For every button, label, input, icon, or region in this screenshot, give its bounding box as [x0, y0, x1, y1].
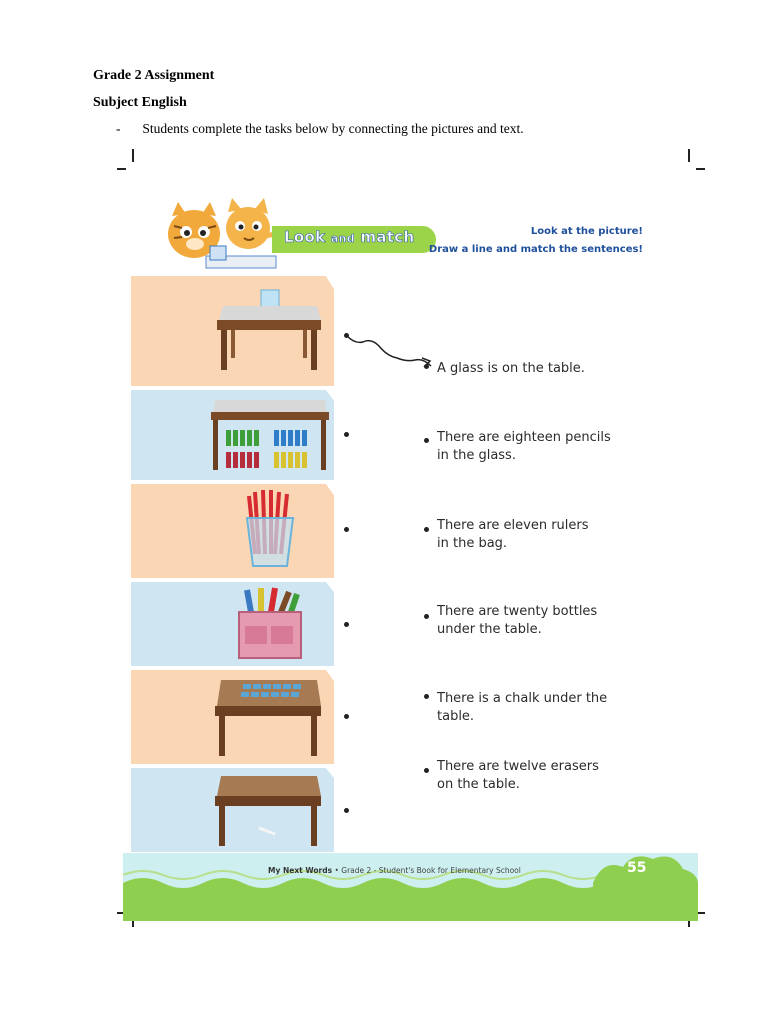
- match-dot-left-3[interactable]: [344, 527, 349, 532]
- match-dot-right-4[interactable]: [424, 614, 429, 619]
- page-number: 55: [627, 860, 647, 876]
- table-with-chalk-icon: [131, 768, 334, 852]
- sentence-2-line-2: in the glass.: [437, 448, 516, 463]
- bullet-dash: -: [116, 121, 121, 136]
- footer-book-title: My Next Words: [268, 866, 333, 875]
- picture-card-glass-table: [131, 276, 334, 386]
- sentence-3: [437, 517, 589, 553]
- banner-title-match: match: [360, 228, 415, 246]
- sentence-6-line-2: on the table.: [437, 777, 520, 792]
- example-match-line: [344, 330, 436, 374]
- sentence-5-line-1: There is a chalk under the: [437, 691, 608, 706]
- sentence-4-line-1: There are twenty bottles: [437, 604, 598, 619]
- glass-with-pencils-icon: [131, 484, 334, 578]
- match-dot-right-2[interactable]: [424, 438, 429, 443]
- footer-separator: •: [334, 866, 339, 875]
- sentence-3-line-2: in the bag.: [437, 536, 508, 551]
- picture-card-erasers-table: [131, 670, 334, 764]
- footer-book-description: Grade 2 - Student's Book for Elementary School: [341, 866, 521, 875]
- match-dot-right-1[interactable]: [424, 364, 429, 369]
- sentence-4-line-2: under the table.: [437, 622, 542, 637]
- banner-title: [284, 228, 414, 246]
- picture-card-chalk-table: [131, 768, 334, 852]
- table-with-bottles-icon: [131, 390, 334, 480]
- bag-with-rulers-icon: [131, 582, 334, 666]
- grass-footer-graphic: [123, 853, 698, 921]
- table-with-glass-icon: [131, 276, 334, 386]
- subject-line: Subject English: [93, 95, 187, 110]
- picture-card-bottles-table: [131, 390, 334, 480]
- worksheet-instruction-2: Draw a line and match the sentences!: [428, 244, 643, 255]
- banner-title-look: Look: [284, 228, 326, 246]
- match-dot-right-6[interactable]: [424, 768, 429, 773]
- picture-card-pencils-glass: [131, 484, 334, 578]
- worksheet-instruction-1: Look at the picture!: [530, 226, 643, 237]
- match-dot-left-2[interactable]: [344, 432, 349, 437]
- match-dot-right-3[interactable]: [424, 527, 429, 532]
- assignment-heading: Grade 2 Assignment: [93, 68, 215, 83]
- match-dot-right-5[interactable]: [424, 694, 429, 699]
- footer-book-info: [268, 866, 521, 875]
- sentence-3-line-1: There are eleven rulers: [437, 518, 589, 533]
- banner-title-and: and: [330, 232, 355, 245]
- sentence-2: [437, 429, 611, 465]
- sentence-5: [437, 690, 607, 726]
- match-dot-left-4[interactable]: [344, 622, 349, 627]
- instruction-text: Students complete the tasks below by connecting the pictures and text.: [142, 121, 524, 136]
- sentence-1: [437, 360, 585, 378]
- match-dot-left-5[interactable]: [344, 714, 349, 719]
- sentence-2-line-1: There are eighteen pencils: [437, 430, 611, 445]
- sentence-5-line-2: table.: [437, 709, 475, 724]
- table-with-erasers-icon: [131, 670, 334, 764]
- sentence-6-line-1: There are twelve erasers: [437, 759, 599, 774]
- match-dot-left-6[interactable]: [344, 808, 349, 813]
- picture-card-rulers-bag: [131, 582, 334, 666]
- sentence-1-line-1: A glass is on the table.: [437, 361, 585, 376]
- sentence-4: [437, 603, 597, 639]
- sentence-6: [437, 758, 599, 794]
